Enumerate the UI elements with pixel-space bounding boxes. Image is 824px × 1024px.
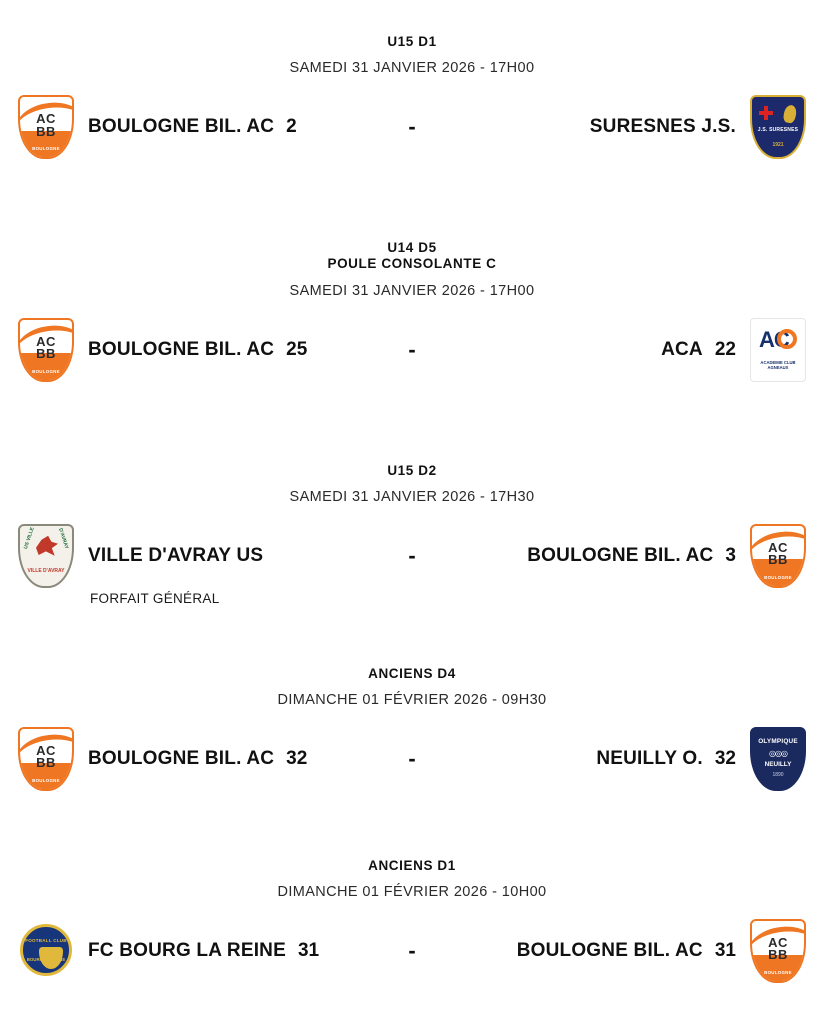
- fixture-datetime: DIMANCHE 01 FÉVRIER 2026 - 10H00: [277, 884, 547, 901]
- fixture-row: [0, 666, 824, 798]
- section-spacer: [0, 389, 824, 463]
- home-team-name: BOULOGNE BIL. AC: [88, 116, 275, 138]
- fixture-row: [0, 858, 824, 990]
- competition-sublabel: POULE CONSOLANTE C: [327, 256, 497, 272]
- home-team-name: VILLE D'AVRAY US: [88, 544, 264, 566]
- away-side: [447, 919, 824, 983]
- home-team-name: BOULOGNE BIL. AC: [88, 338, 275, 360]
- competition-name: [387, 34, 436, 50]
- crest-text-line2: BB: [36, 345, 56, 361]
- neuilly-crest: [750, 727, 806, 791]
- competition-label: U15 D1: [387, 34, 437, 49]
- fixture-datetime: SAMEDI 31 JANVIER 2026 - 17H00: [289, 282, 535, 299]
- home-side: [0, 95, 377, 159]
- crest-text-bottom: BOURG-LA-REINE: [26, 957, 66, 963]
- home-side: [0, 919, 377, 983]
- home-side: [0, 318, 377, 382]
- crest-subtext: BOULOGNE: [32, 368, 60, 374]
- fixture-datetime: SAMEDI 31 JANVIER 2026 - 17H00: [289, 60, 535, 77]
- fixture-datetime: SAMEDI 31 JANVIER 2026 - 17H30: [289, 488, 535, 505]
- crest-subtext: BOULOGNE: [32, 146, 60, 152]
- competition-name: [368, 666, 456, 682]
- home-team-name: BOULOGNE BIL. AC: [88, 747, 275, 769]
- score-separator: -: [408, 114, 416, 140]
- away-side: [447, 318, 824, 382]
- score-separator: -: [408, 542, 416, 568]
- crest-text-line2: BB: [36, 755, 56, 771]
- match-row: [0, 517, 824, 595]
- match-row: [0, 88, 824, 166]
- match-row: [0, 311, 824, 389]
- crest-subtext: BOULOGNE: [764, 574, 792, 580]
- away-team-name: SURESNES J.S.: [589, 116, 736, 138]
- crest-text-line1: AC: [36, 111, 56, 127]
- away-score: 31: [714, 940, 736, 962]
- crest-text-left: US VILLE: [23, 526, 36, 550]
- home-side: [0, 524, 377, 588]
- home-score: 2: [286, 116, 297, 138]
- suresnes-crest: [750, 95, 806, 159]
- away-team-name: BOULOGNE BIL. AC: [527, 544, 714, 566]
- fixture-datetime: DIMANCHE 01 FÉVRIER 2026 - 09H30: [277, 691, 547, 708]
- fixture-row: [0, 463, 824, 606]
- home-score: 25: [286, 338, 308, 360]
- match-row: [0, 912, 824, 990]
- crest-year: 1921: [772, 142, 784, 149]
- crest-text-bottom: VILLE D'AVRAY: [27, 567, 65, 574]
- crest-text-line2: BB: [768, 947, 788, 963]
- competition-label: ANCIENS D4: [368, 665, 456, 681]
- section-spacer: [0, 606, 824, 666]
- away-side: [447, 95, 824, 159]
- score-separator: -: [408, 745, 416, 771]
- match-row: [0, 720, 824, 798]
- crest-text-right: D'AVRAY: [56, 527, 69, 550]
- crest-text-mid: NEUILLY: [764, 760, 792, 768]
- acbb-crest: [750, 524, 806, 588]
- fixture-note: FORFAIT GÉNÉRAL: [90, 590, 220, 606]
- crest-subtext: BOULOGNE: [764, 970, 792, 976]
- fixture-row: [0, 240, 824, 388]
- competition-name: [368, 858, 456, 874]
- away-team-name: BOULOGNE BIL. AC: [516, 940, 703, 962]
- home-score: 31: [297, 940, 320, 962]
- crest-subtext: BOULOGNE: [32, 777, 60, 783]
- competition-name: [327, 240, 496, 272]
- crest-text-line2: BB: [36, 123, 56, 139]
- acbb-crest: [18, 95, 74, 159]
- home-side: [0, 727, 377, 791]
- competition-label: U15 D2: [387, 462, 437, 478]
- away-team-name: ACA: [661, 338, 703, 360]
- aca-crest: [750, 318, 806, 382]
- section-spacer: [0, 798, 824, 858]
- acbb-crest: [18, 318, 74, 382]
- away-side: [447, 524, 824, 588]
- section-spacer: [0, 166, 824, 240]
- competition-label: U14 D5: [387, 240, 437, 256]
- score-separator: -: [408, 938, 416, 964]
- avray-crest: [18, 524, 74, 588]
- crest-mark: AC: [759, 326, 789, 352]
- crest-year: 1890: [772, 771, 784, 778]
- crest-text: ACADEMIE CLUB AGNEAUX: [760, 360, 796, 371]
- away-score: 3: [725, 544, 736, 566]
- crest-text-line1: AC: [768, 935, 788, 951]
- away-side: [447, 727, 824, 791]
- away-team-name: NEUILLY O.: [596, 747, 703, 769]
- olympic-rings-icon: ◎◎◎: [769, 748, 787, 758]
- home-team-name: FC BOURG LA REINE: [88, 940, 286, 962]
- crest-text-top: FOOTBALL CLUB: [25, 938, 67, 944]
- crest-text-line1: AC: [36, 333, 56, 349]
- fixture-row: [0, 34, 824, 166]
- bourg-la-reine-crest: [18, 919, 74, 983]
- away-score: 22: [714, 338, 736, 360]
- competition-name: [387, 463, 436, 479]
- crest-text-line1: AC: [36, 742, 56, 758]
- competition-label: ANCIENS D1: [368, 857, 456, 873]
- away-score: 32: [714, 747, 736, 769]
- acbb-crest: [18, 727, 74, 791]
- crest-text: J.S. SURESNES: [757, 127, 799, 134]
- crest-text-top: OLYMPIQUE: [758, 737, 798, 745]
- acbb-crest: [750, 919, 806, 983]
- crest-text-line2: BB: [768, 552, 788, 568]
- score-separator: -: [408, 336, 416, 362]
- crest-text-line1: AC: [768, 539, 788, 555]
- home-score: 32: [286, 747, 308, 769]
